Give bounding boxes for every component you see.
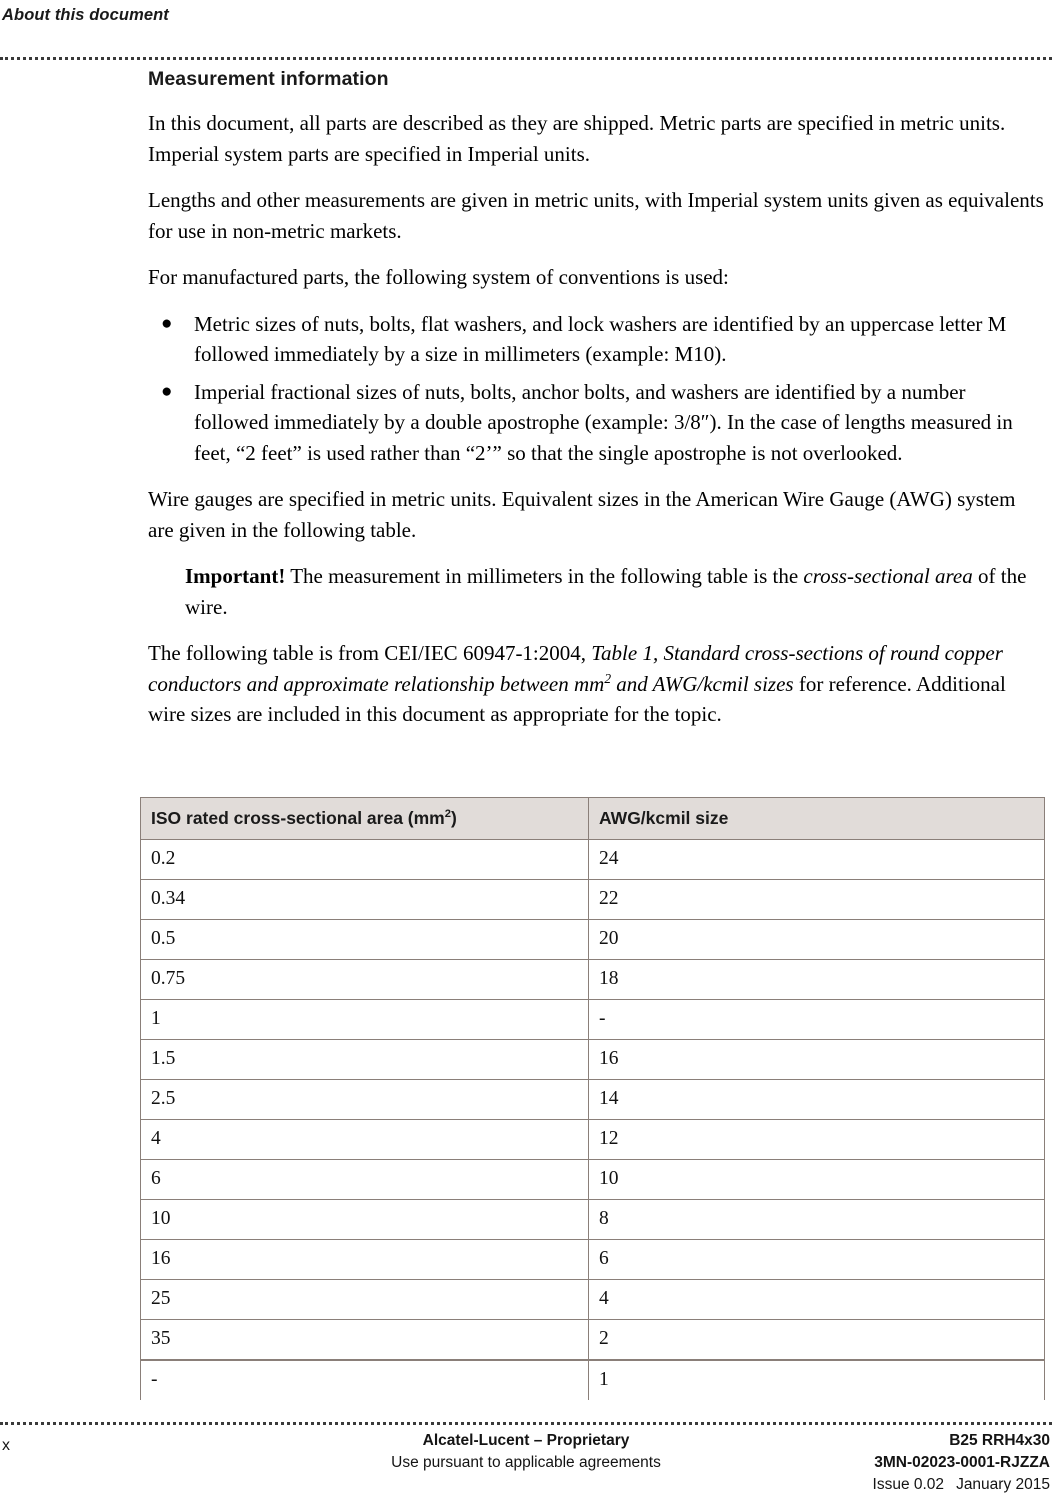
header-divider-rule [0, 57, 1052, 60]
source-text-lead: The following table is from CEI/IEC 60947-1:2004, [148, 641, 592, 665]
source-superscript: 2 [604, 670, 612, 686]
cell-awg-size: 4 [589, 1280, 1045, 1320]
list-item-text: Imperial fractional sizes of nuts, bolts, anchor bolts, and washers are identified by a number followed immediately by a double apostrophe (example: 3/8″). In the case of lengths measured in feet, “2 feet” is used rather than “2’” so that the single apostrophe is not overlooked. [194, 379, 1013, 465]
cell-awg-size: 1 [589, 1360, 1045, 1400]
important-note [185, 561, 1043, 622]
table-header-row [141, 798, 1045, 840]
footer-usage-line: Use pursuant to applicable agreements [391, 1454, 661, 1471]
table-row [141, 1280, 1045, 1320]
paragraph-lengths: Lengths and other measurements are given in metric units, with Imperial system units given as equivalents for use in non-metric markets. [148, 188, 1044, 243]
cell-awg-size: 20 [589, 920, 1045, 960]
cell-iso-area: 1 [141, 1000, 589, 1040]
paragraph-intro: In this document, all parts are described as they are shipped. Metric parts are specified in metric units. Imperial system parts are specified in Imperial units. [148, 111, 1006, 166]
cell-awg-size: 14 [589, 1080, 1045, 1120]
cell-awg-size: 24 [589, 840, 1045, 880]
table-row [141, 1120, 1045, 1160]
list-item-text: Metric sizes of nuts, bolts, flat washers, and lock washers are identified by an uppercase letter M followed immediately by a size in millimeters (example: M10). [194, 311, 1007, 366]
cell-iso-area: 0.2 [141, 840, 589, 880]
footer-issue: Issue 0.02 [872, 1476, 945, 1493]
cell-awg-size: - [589, 1000, 1045, 1040]
paragraph-wire-gauges: Wire gauges are specified in metric units. Equivalent sizes in the American Wire Gauge (AWG) system are given in the following table. [148, 487, 1016, 542]
list-item [148, 309, 1044, 370]
cell-awg-size: 8 [589, 1200, 1045, 1240]
table-row [141, 960, 1045, 1000]
source-text-tail: for reference. Additional wire sizes are included in this document as appropriate for the topic. [148, 671, 1006, 726]
paragraph-conventions-lead: For manufactured parts, the following system of conventions is used: [148, 265, 729, 289]
important-label: Important! [185, 564, 286, 588]
source-title-italic-2: and AWG/kcmil sizes [611, 671, 794, 696]
table-row [141, 880, 1045, 920]
paragraph-source-reference [148, 638, 1044, 730]
column-header-iso-tail: ) [450, 808, 457, 828]
running-header-title: About this document [2, 6, 169, 24]
table-row [141, 1080, 1045, 1120]
table-row [141, 1000, 1045, 1040]
table-row [141, 1040, 1045, 1080]
cell-iso-area: - [141, 1360, 589, 1400]
footer-divider-rule [0, 1422, 1052, 1425]
cell-iso-area: 0.75 [141, 960, 589, 1000]
column-header-awg-size: AWG/kcmil size [589, 798, 1045, 840]
cell-awg-size: 18 [589, 960, 1045, 1000]
cell-awg-size: 2 [589, 1320, 1045, 1361]
cell-iso-area: 2.5 [141, 1080, 589, 1120]
cell-iso-area: 10 [141, 1200, 589, 1240]
source-title-italic-1: Table 1, Standard cross-sections of round copper conductors and approximate relationship between mm [148, 641, 1003, 696]
cell-awg-size: 10 [589, 1160, 1045, 1200]
cell-iso-area: 35 [141, 1320, 589, 1361]
footer-document-number: 3MN-02023-0001-RJZZA [874, 1454, 1050, 1471]
cell-iso-area: 16 [141, 1240, 589, 1280]
footer-issue-line [873, 1474, 1050, 1496]
table-row [141, 1320, 1045, 1361]
column-header-superscript: 2 [444, 808, 451, 821]
page-number: x [2, 1437, 10, 1454]
table-row [141, 840, 1045, 880]
table-row [141, 920, 1045, 960]
cell-awg-size: 12 [589, 1120, 1045, 1160]
list-item [148, 377, 1044, 469]
page-title: Measurement information [148, 68, 389, 90]
page-running-header [0, 4, 1052, 32]
conventions-list [148, 309, 1044, 469]
cell-awg-size: 6 [589, 1240, 1045, 1280]
cell-iso-area: 6 [141, 1160, 589, 1200]
important-text-before: The measurement in millimeters in the following table is the [285, 564, 804, 588]
footer-date: January 2015 [956, 1476, 1050, 1493]
table-row [141, 1240, 1045, 1280]
cell-awg-size: 16 [589, 1040, 1045, 1080]
cell-iso-area: 4 [141, 1120, 589, 1160]
table-row [141, 1200, 1045, 1240]
footer-right-block [873, 1430, 1050, 1496]
cell-iso-area: 0.5 [141, 920, 589, 960]
table-row [141, 1160, 1045, 1200]
cell-awg-size: 22 [589, 880, 1045, 920]
bullet-dot-icon: ● [161, 312, 173, 334]
table-row [141, 1360, 1045, 1400]
column-header-iso-area [141, 798, 589, 840]
cell-iso-area: 0.34 [141, 880, 589, 920]
important-italic-term: cross-sectional area [803, 564, 973, 588]
bullet-dot-icon: ● [161, 380, 173, 402]
document-body [148, 66, 1044, 746]
footer-product-name: B25 RRH4x30 [949, 1432, 1050, 1449]
table-body [141, 840, 1045, 1401]
column-header-iso-text: ISO rated cross-sectional area (mm [151, 808, 445, 828]
important-text-after: of the wire. [185, 564, 1027, 619]
wire-gauge-table [140, 797, 1045, 1400]
cell-iso-area: 25 [141, 1280, 589, 1320]
footer-proprietary-line: Alcatel-Lucent – Proprietary [422, 1432, 630, 1449]
cell-iso-area: 1.5 [141, 1040, 589, 1080]
page-footer [0, 1430, 1052, 1493]
